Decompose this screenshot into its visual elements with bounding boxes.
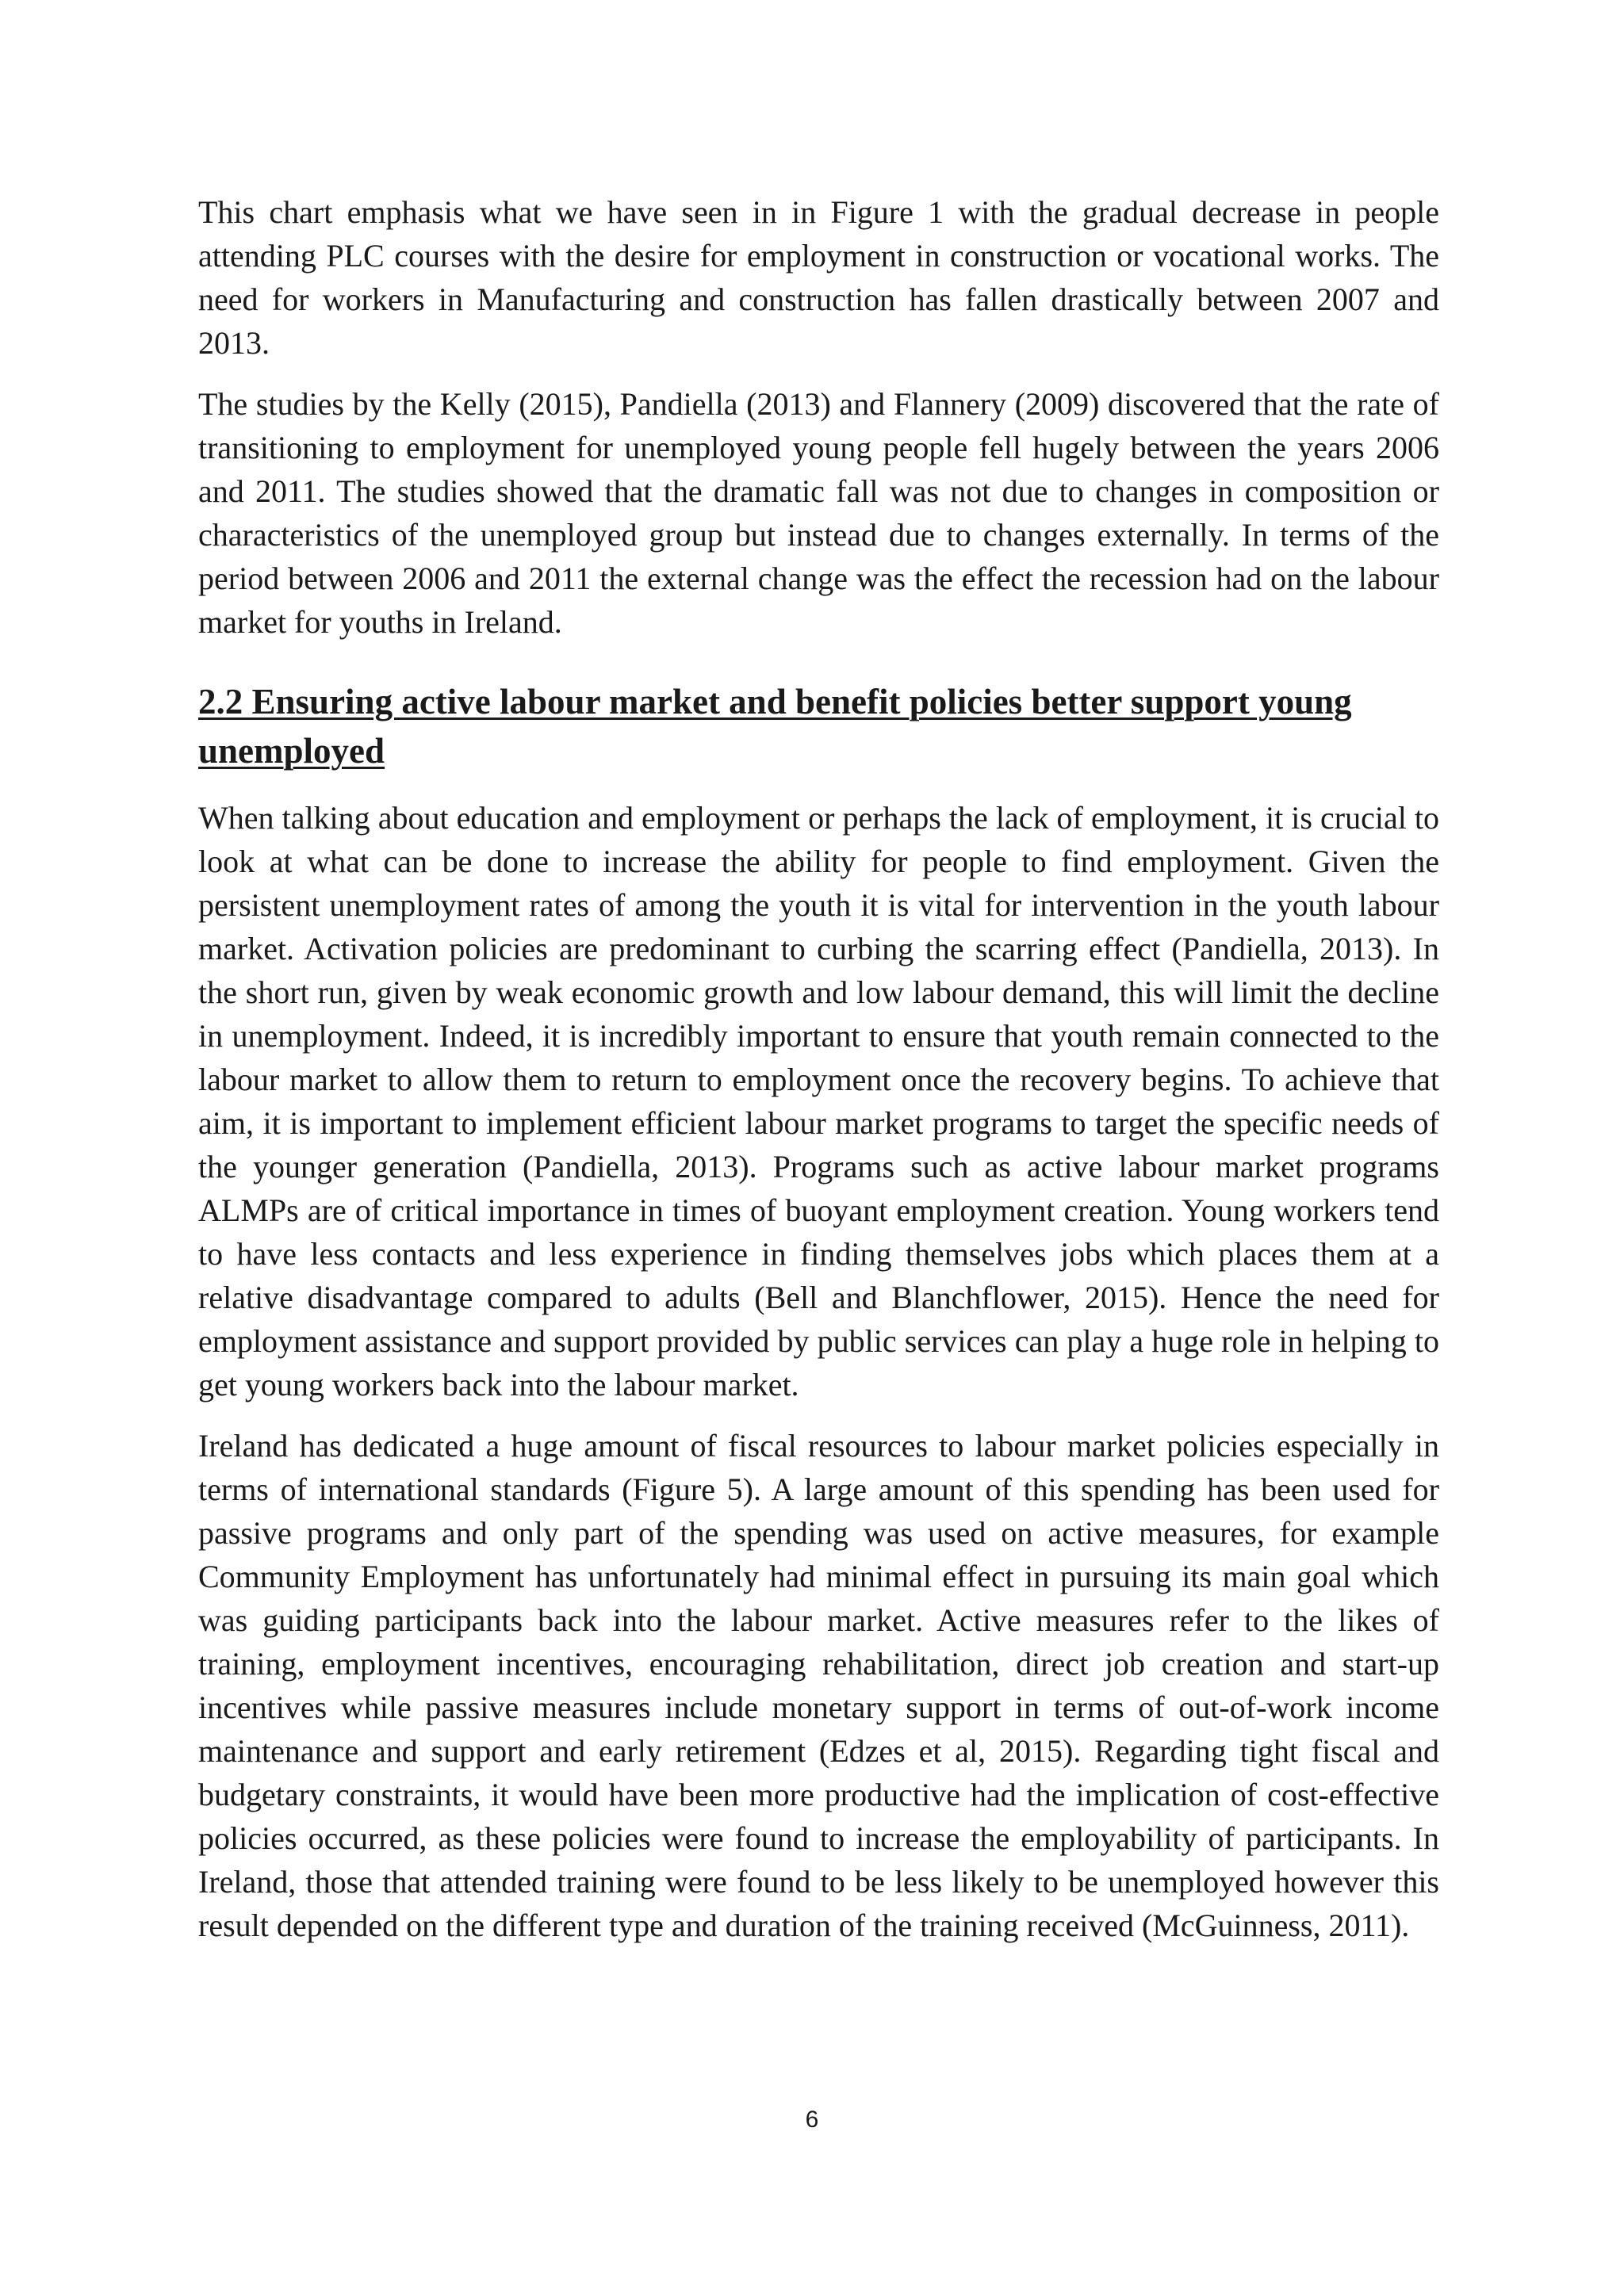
paragraph-activation-policies: When talking about education and employment or perhaps the lack of employment, it is crucial to look at what can be done to increase the ability for people to find employment. Given the persistent unemployment rates of among the youth it is vital for intervention in the youth labour market. Activation policies are predominant to curbing the scarring effect (Pandiella, 2013). In the short run, given by weak economic growth and low labour demand, this will limit the decline in unemployment. Indeed, it is incredibly important to ensure that youth remain connected to the labour market to allow them to return to employment once the recovery begins. To achieve that aim, it is important to implement efficient labour market programs to target the specific needs of the younger generation (Pandiella, 2013). Programs such as active labour market programs ALMPs are of critical importance in times of buoyant employment creation. Young workers tend to have less contacts and less experience in finding themselves jobs which places them at a relative disadvantage compared to adults (Bell and Blanchflower, 2015). Hence the need for employment assistance and support provided by public services can play a huge role in helping to get young workers back into the labour market. [198,800,1439,1402]
paragraph-fiscal-resources: Ireland has dedicated a huge amount of fiscal resources to labour market policies especially in terms of international standards (Figure 5). A large amount of this spending has been used for passive programs and only part of the spending was used on active measures, for example Community Employment has unfortunately had minimal effect in pursuing its main goal which was guiding participants back into the labour market. Active measures refer to the likes of training, employment incentives, encouraging rehabilitation, direct job creation and start-up incentives while passive measures include monetary support in terms of out-of-work income maintenance and support and early retirement (Edzes et al, 2015). Regarding tight fiscal and budgetary constraints, it would have been more productive had the implication of cost-effective policies occurred, as these policies were found to increase the employability of participants. In Ireland, those that attended training were found to be less likely to be unemployed however this result depended on the different type and duration of the training received (McGuinness, 2011). [198,1428,1439,1943]
paragraph-transition-studies: The studies by the Kelly (2015), Pandiella (2013) and Flannery (2009) discovered that the rate of transitioning to employment for unemployed young people fell hugely between the years 2006 and 2011. The studies showed that the dramatic fall was not due to changes in composition or characteristics of the unemployed group but instead due to changes externally. In terms of the period between 2006 and 2011 the external change was the effect the recession had on the labour market for youths in Ireland. [198,386,1439,640]
section-heading: 2.2 Ensuring active labour market and benefit policies better support young unemployed [198,682,1352,771]
paragraph-plc-courses: This chart emphasis what we have seen in in Figure 1 with the gradual decrease in people attending PLC courses with the desire for employment in construction or vocational works. The need for workers in Manufacturing and construction has fallen drastically between 2007 and 2013. [198,194,1439,361]
document-page [198,190,1439,1965]
page-number: 6 [805,2107,819,2133]
